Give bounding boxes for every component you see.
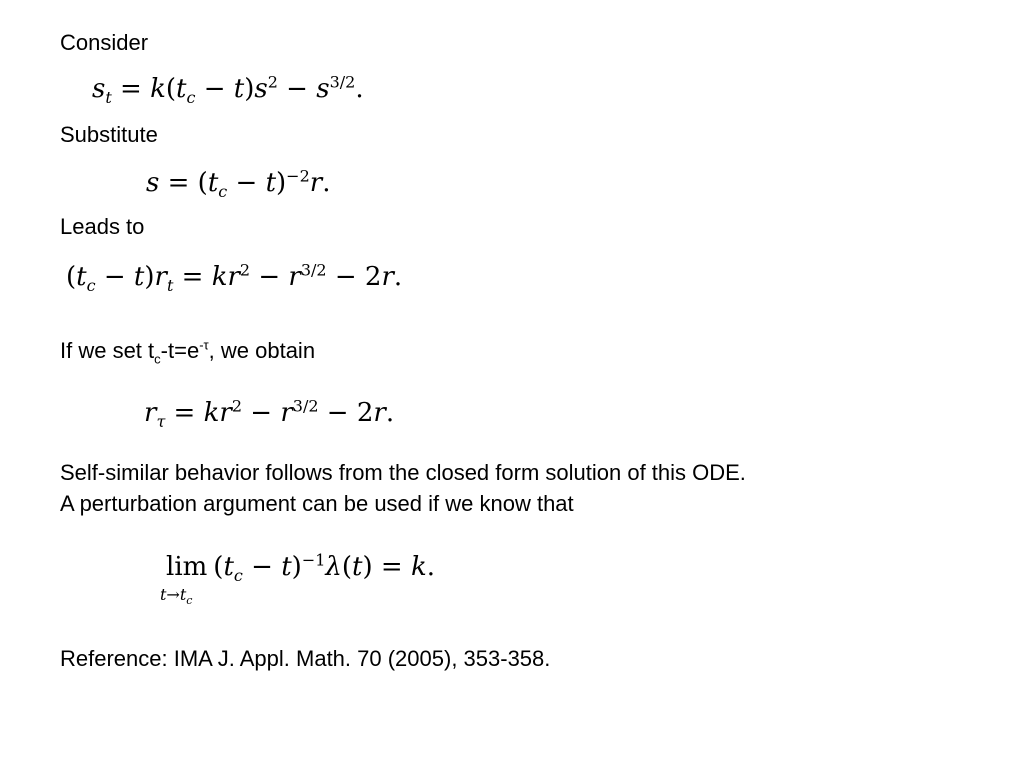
conclusion-line-1: Self-similar behavior follows from the closed form solution of this ODE. <box>60 460 746 485</box>
set-sub: c <box>154 351 161 367</box>
equation-4: $r_\tau = kr^2 - r^{3/2} - 2r$. <box>144 396 395 432</box>
substitution-sentence <box>60 336 315 366</box>
equation-1: $s_t = k(t_c - t)s^2 - s^{3/2}$. <box>92 72 364 108</box>
consider-label: Consider <box>60 30 149 55</box>
equation-5: lim $t\to t_c$ $(t_c - t)^{-1}\lambda(t) = k$. <box>166 550 435 584</box>
limit-operator: lim $t\to t_c$ <box>166 550 207 584</box>
reference-text: Reference: IMA J. Appl. Math. 70 (2005), 353-358. <box>60 646 551 671</box>
leads-to-label: Leads to <box>60 214 145 239</box>
equation-2: $s = (t_c - t)^{-2}r$. <box>146 166 331 202</box>
set-suffix: , we obtain <box>208 338 316 363</box>
set-sup: -τ <box>199 337 209 353</box>
set-mid: -t=e <box>160 338 200 363</box>
equation-3: $(t_c - t)r_t = kr^2 - r^{3/2} - 2r$. <box>66 260 403 296</box>
set-prefix: If we set t <box>60 338 155 363</box>
substitute-label: Substitute <box>60 122 158 147</box>
limit-subscript: $t\to t_c$ <box>160 585 193 608</box>
conclusion-line-2: A perturbation argument can be used if we know that <box>60 491 574 516</box>
